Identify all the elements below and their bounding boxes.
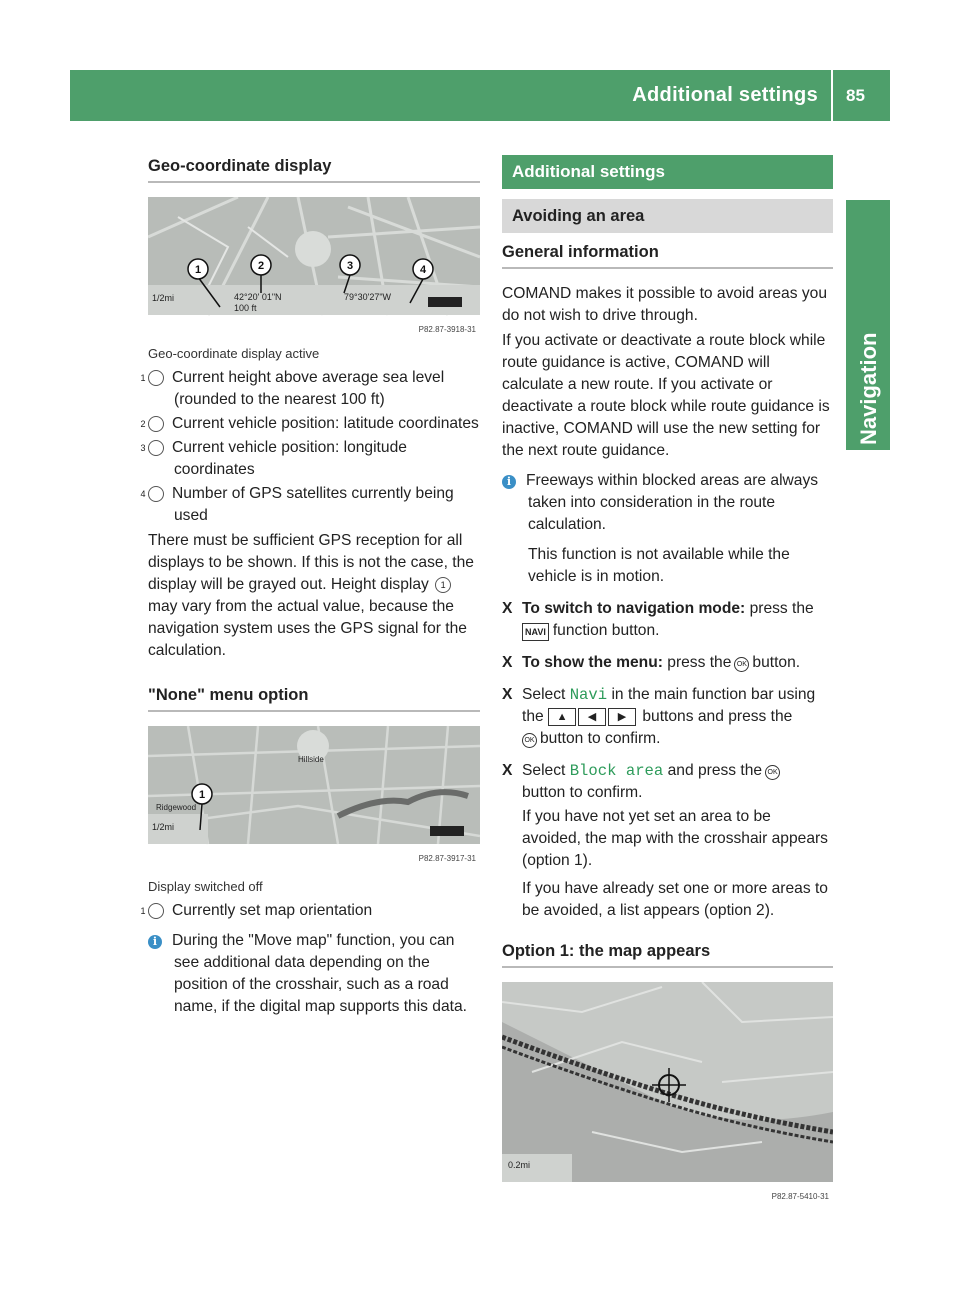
number-badge: 1 [148, 370, 164, 386]
section-bar-avoiding: Avoiding an area [502, 199, 833, 233]
step-text: Select [522, 762, 566, 779]
section-title-option1: Option 1: the map appears [502, 940, 833, 968]
step-bold: To show the menu: [522, 654, 663, 671]
number-badge: 3 [148, 440, 164, 456]
up-arrow-key-icon: ▲ [548, 708, 576, 726]
menu-item-block-area: Block area [569, 762, 664, 780]
callout-4: 4 [419, 264, 427, 276]
left-arrow-key-icon: ◀ [578, 708, 606, 726]
step-text: and press the [667, 762, 763, 779]
geo-latitude: 42°20' 01"N [234, 292, 282, 302]
ok-button-icon: OK [522, 733, 537, 748]
list-item-text: Number of GPS satellites currently being used [172, 485, 454, 524]
info-icon: i [148, 935, 162, 949]
step-marker: X [502, 600, 513, 617]
figure-code: P82.87-3917-31 [418, 854, 476, 863]
ok-button-icon: OK [734, 657, 749, 672]
list-item-text: Currently set map orientation [172, 902, 373, 919]
geo-height: 100 ft [234, 303, 257, 313]
step-text: buttons and press the [642, 708, 793, 725]
step-text: button to confirm. [522, 784, 643, 801]
list-item-text: Current vehicle position: latitude coordinates [172, 415, 479, 432]
list-item [140, 367, 480, 411]
paragraph-text: There must be sufficient GPS reception for all displays to be shown. If this is not the case, the display will be grayed out. Height display [148, 532, 474, 593]
list-item [140, 413, 480, 435]
menu-item-navi: Navi [569, 686, 608, 704]
number-badge: 1 [148, 903, 164, 919]
none-scale: 1/2mi [152, 822, 175, 832]
step-text: press the [749, 600, 814, 617]
info-note [502, 470, 833, 536]
option1-scale: 0.2mi [508, 1160, 531, 1170]
callout-3: 3 [346, 260, 354, 272]
map-place-ridgewood: Ridgewood [156, 803, 197, 812]
ok-button-icon: OK [765, 765, 780, 780]
side-tab-label: Navigation [856, 332, 881, 445]
step-navi [502, 598, 833, 642]
geo-map-image [148, 197, 480, 333]
right-column [502, 155, 833, 1202]
step-text: Select [522, 686, 566, 703]
step-select-navi [502, 684, 833, 750]
paragraph [148, 530, 480, 662]
figure-code: P82.87-3918-31 [418, 325, 476, 334]
option1-map-image [502, 982, 833, 1182]
callout-1: 1 [194, 264, 202, 276]
geo-figure [148, 197, 480, 333]
step-bold: To switch to navigation mode: [522, 600, 746, 617]
map-place-hillside: Hillside [298, 755, 324, 764]
step-marker: X [502, 686, 513, 703]
list-item-text: Current height above average sea level (rounded to the nearest 100 ft) [172, 369, 445, 408]
info-note [148, 930, 480, 1018]
info-text-2: This function is not available while the vehicle is in motion. [528, 546, 790, 585]
number-badge: 4 [148, 486, 164, 502]
number-badge: 2 [148, 416, 164, 432]
step-marker: X [502, 654, 513, 671]
none-map-image [148, 726, 480, 862]
geo-longitude: 79°30'27"W [344, 292, 392, 302]
right-arrow-key-icon: ▶ [608, 708, 636, 726]
step-menu [502, 652, 833, 674]
step-note: If you have not yet set an area to be avoided, the map with the crosshair appears (option 1). [522, 808, 828, 869]
section-title-none: "None" menu option [148, 684, 480, 712]
step-text: function button. [552, 622, 660, 639]
step-marker: X [502, 762, 513, 779]
section-title-general: General information [502, 241, 833, 269]
left-column [140, 155, 480, 1026]
paragraph: COMAND makes it possible to avoid areas you do not wish to drive through. [502, 285, 828, 324]
step-text: in the main function bar using the [522, 686, 816, 725]
step-text: button to confirm. [540, 730, 661, 747]
option1-figure [502, 982, 833, 1202]
header-title: Additional settings [632, 84, 818, 106]
navi-key-icon: NAVI [522, 623, 549, 641]
info-text: During the "Move map" function, you can see additional data depending on the position of the crosshair, such as a road name, if the digital map supports this data. [172, 932, 467, 1015]
step-block-area [502, 760, 833, 804]
paragraph-text: may vary from the actual value, because the navigation system uses the GPS signal for the calculation. [148, 598, 467, 659]
figure-caption: Geo-coordinate display active [148, 346, 320, 361]
figure-code: P82.87-5410-31 [771, 1192, 829, 1201]
list-item [140, 483, 480, 527]
number-badge: 1 [435, 577, 451, 593]
header-divider [831, 70, 833, 121]
list-item [140, 900, 480, 922]
list-item [140, 437, 480, 481]
step-text: button. [752, 654, 801, 671]
info-text: Freeways within blocked areas are always taken into consideration in the route calculation. [526, 472, 819, 533]
list-item-text: Current vehicle position: longitude coordinates [172, 439, 407, 478]
step-note: If you have already set one or more areas to be avoided, a list appears (option 2). [522, 880, 828, 919]
section-title-geo: Geo-coordinate display [148, 155, 480, 183]
none-figure [148, 726, 480, 862]
step-text: press the [667, 654, 732, 671]
paragraph: If you activate or deactivate a route block while route guidance is active, COMAND will calculate a new route. If you activate or deactivate a route block while route guidance is inactive, COMAND will use the new setting for the next route guidance. [502, 332, 830, 459]
geo-scale: 1/2mi [152, 293, 175, 303]
page-number: 85 [846, 86, 865, 105]
figure-caption: Display switched off [148, 879, 263, 894]
callout-2: 2 [257, 260, 265, 272]
info-icon: i [502, 475, 516, 489]
callout-1: 1 [198, 789, 206, 801]
section-bar-additional: Additional settings [502, 155, 833, 189]
